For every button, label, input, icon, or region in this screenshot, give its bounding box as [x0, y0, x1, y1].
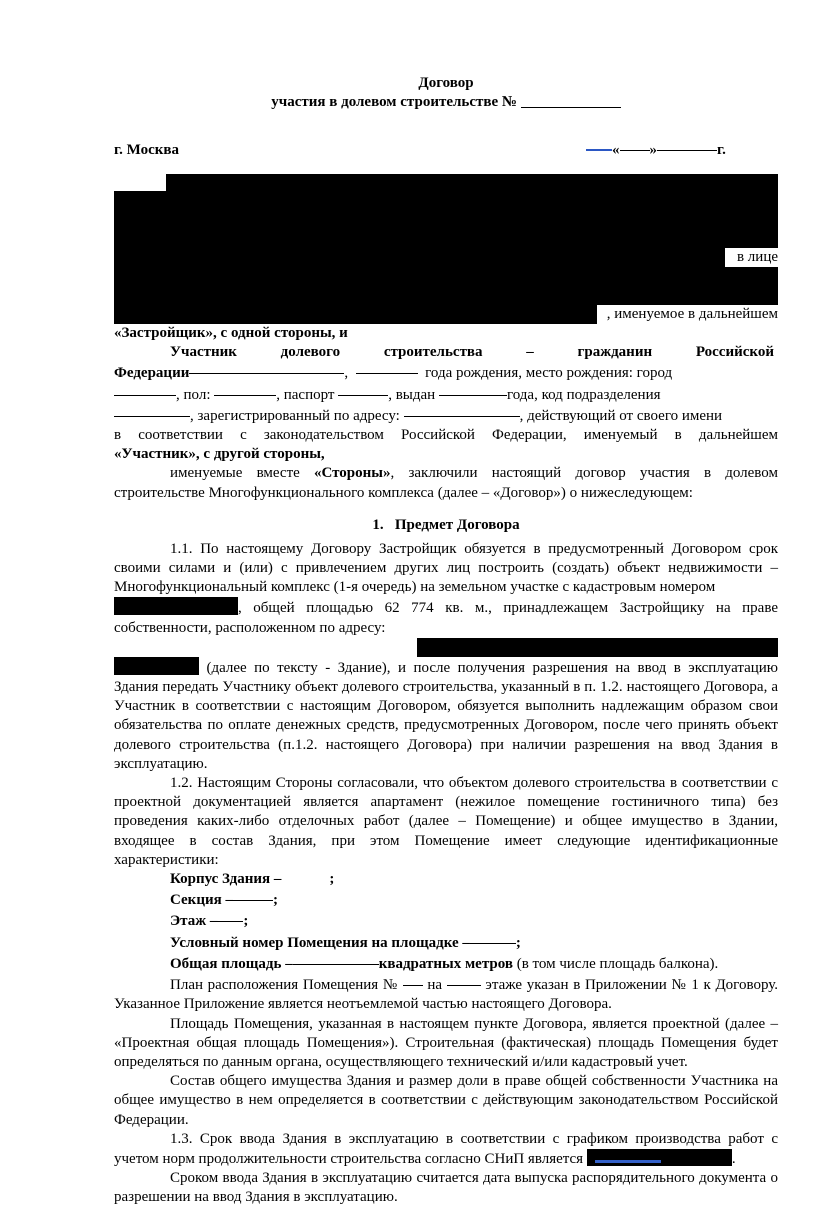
together-text-a: именуемые вместе [170, 465, 314, 482]
redaction-address-continued [114, 657, 199, 675]
redaction-developer-line-8 [114, 305, 597, 324]
section-1-title: Предмет Договора [394, 516, 520, 533]
paragraph-1-2-text: 1.2. Настоящим Стороны согласовали, что объектом долевого строительства в соответствии с проектной документацией является апартамент (нежилое помещение гостиничного типа) без проведения каких-либо отделочных работ (далее – Помещение) и общее имущество в Здании, входящее в состав Здания, при этом Помещение имеет следующие идентификационные характеристики: [114, 775, 778, 868]
document-content [114, 0, 778, 1208]
redaction-cadastral-number [114, 597, 238, 615]
paragraph-1-1-text-c: (далее по тексту - Здание), и после получения разрешения на ввод в эксплуатацию Здания передать Участнику объект долевого строительства, указанный в п. 1.2. настоящего Договора, а Участник в соответствии с настоящим Договором, обязуется выполнить надлежащим образом свои обязательства по оплате денежных средств, предусмотренных Договором, после чего принять объект долевого строительства (п.1.2. настоящего Договора) при наличии разрешения на ввод Здания в эксплуатацию. [114, 659, 779, 772]
characteristic-total-area-blank[interactable] [293, 953, 379, 965]
participant-line2-sep-a: , [344, 365, 349, 382]
paragraph-1-3 [114, 1130, 778, 1169]
characteristic-building-block-tail: ; [329, 871, 335, 888]
title-line-1: Договор [418, 75, 474, 91]
paragraph-common-property-text: Состав общего имущества Здания и размер доли в праве общей собственности Участника на общее имущество в нем определяется в соответствии с действующим законодательством Российской Федерации. [114, 1073, 778, 1128]
participant-line2-text-b: года рождения, место рождения: город [425, 365, 673, 382]
developer-in-person-text: в лице [736, 249, 778, 265]
redaction-developer-line-1 [166, 174, 778, 191]
together-text-b: , заключили настоящий договор участия в долевом строительстве Многофункционального комплекса (далее – «Договор») о нижеследующем: [114, 465, 778, 501]
developer-label-line [114, 324, 778, 343]
date-fields[interactable] [586, 142, 726, 159]
participant-name-blank[interactable] [189, 362, 344, 374]
section-1-number: 1. [372, 516, 384, 533]
section-1-heading [114, 517, 778, 534]
participant-line-3 [114, 384, 778, 405]
participant-line-2 [114, 362, 778, 383]
date-day-blue-rule [586, 149, 612, 151]
characteristic-building-block-label: Корпус Здания – [170, 871, 282, 888]
paragraph-1-1-address-line [114, 638, 778, 657]
paragraph-1-1-part-c [114, 657, 778, 774]
participant-federation-label: Федерации [114, 365, 190, 382]
participant-line3-a: , пол: [176, 386, 211, 403]
redaction-developer-line-6 [114, 267, 778, 286]
parties-together-paragraph [114, 464, 778, 502]
premises-characteristics-list [170, 870, 778, 974]
title-line-2 [114, 93, 778, 112]
paragraph-plan [114, 974, 778, 1014]
contract-number-blank[interactable] [521, 107, 621, 108]
participant-line3-c: , выдан [388, 386, 436, 403]
paragraph-1-1-part-b [114, 597, 778, 637]
participant-intro-line [114, 343, 778, 362]
participant-line3-b: , паспорт [276, 386, 335, 403]
characteristic-conditional-number [170, 932, 778, 953]
paragraph-plan-text-a: План расположения Помещения № [170, 977, 399, 994]
developer-party-block [114, 174, 778, 324]
paragraph-1-3-text-a: 1.3. Срок ввода Здания в эксплуатацию в соответствии с графиком производства работ с учетом норм продолжительности строительства согласно СНиП является [114, 1130, 778, 1167]
redaction-developer-line-3 [114, 210, 778, 229]
characteristic-section-tail: ; [272, 892, 278, 909]
participant-subdivision-code-blank[interactable] [114, 405, 190, 417]
characteristic-floor-label: Этаж – [170, 913, 218, 930]
document-title [114, 74, 778, 112]
date-quote-close: » [649, 142, 657, 158]
date-quote-open: « [612, 142, 620, 158]
paragraph-plan-text-c: этаже указан в Приложении № 1 к Договору. Указанное Приложение является неотъемлемой частью настоящего Договора. [114, 977, 778, 1013]
characteristic-floor-tail: ; [243, 913, 249, 930]
participant-line-5 [114, 426, 778, 445]
participant-line4-a: , зарегистрированный по адресу: [190, 407, 400, 424]
developer-label-text: «Застройщик», с одной стороны, и [114, 325, 348, 341]
redaction-building-address [417, 638, 778, 657]
characteristic-total-area-note: (в том числе площадь балкона). [512, 955, 719, 972]
date-year-suffix: г. [717, 142, 726, 158]
characteristic-section [170, 889, 778, 910]
paragraph-1-1-text-b: , общей площадью 62 774 кв. м., принадлежащем Застройщику на праве собственности, расположенном по адресу: [114, 600, 778, 636]
paragraph-plan-text-b: на [427, 977, 443, 994]
plan-floor-blank[interactable] [447, 974, 481, 986]
participant-passport-blank[interactable] [338, 384, 388, 396]
title-line-2-text: участия в долевом строительстве № [271, 94, 521, 110]
characteristic-total-area-label: Общая площадь – [170, 955, 293, 972]
redaction-developer-line-7 [114, 286, 778, 305]
characteristic-conditional-number-blank[interactable] [470, 932, 516, 944]
paragraph-1-1-part-a [114, 540, 778, 598]
plan-premises-number-blank[interactable] [403, 974, 423, 986]
city-label: г. Москва [114, 142, 179, 158]
paragraph-1-2 [114, 774, 778, 870]
characteristic-total-area [170, 953, 778, 974]
characteristic-floor-blank[interactable] [217, 910, 243, 922]
participant-birthcity-blank[interactable] [114, 384, 176, 396]
redaction-developer-line-4 [114, 229, 778, 248]
characteristic-section-label: Секция – [170, 892, 233, 909]
characteristic-conditional-number-tail: ; [515, 934, 521, 951]
together-parties-bold: «Стороны» [314, 465, 391, 482]
characteristic-conditional-number-label: Условный номер Помещения на площадке – [170, 934, 470, 951]
participant-birthyear-blank[interactable] [356, 362, 418, 374]
paragraph-commissioning-definition-text: Сроком ввода Здания в эксплуатацию считается дата выпуска распорядительного документа о разрешении на ввод Здания в эксплуатацию. [114, 1170, 778, 1206]
participant-line5-text: в соответствии с законодательством Российской Федерации, именуемый в дальнейшем [114, 427, 778, 444]
redaction-commissioning-date [587, 1149, 732, 1166]
characteristic-building-block [170, 870, 778, 889]
paragraph-commissioning-definition [114, 1169, 778, 1207]
paragraph-design-area-text: Площадь Помещения, указанная в настоящем пункте Договора, является проектной (далее – «Проектная общая площадь Помещения»). Строительная (фактическая) площадь Помещения будет определяться по данным органа, осуществляющего технический и/или кадастровый учет. [114, 1015, 778, 1070]
paragraph-common-property [114, 1072, 778, 1130]
participant-label-text: «Участник», с другой стороны, [114, 446, 325, 463]
date-month-blank[interactable] [657, 150, 717, 151]
participant-intro-text: Участник долевого строительства – гражданин Российской [170, 344, 774, 361]
participant-line4-b: , действующий от своего имени [519, 407, 723, 424]
paragraph-1-1-text-a: 1.1. По настоящему Договору Застройщик обязуется в предусмотренный Договором срок своими силами и (или) с привлечением других лиц построить (создать) объект недвижимости – Многофункциональный комплекс (1-я очередь) на земельном участке с кадастровым номером [114, 540, 778, 596]
redaction-developer-line-5 [114, 248, 725, 267]
participant-line-4 [114, 405, 778, 426]
participant-gender-blank[interactable] [214, 384, 276, 396]
paragraph-design-area [114, 1015, 778, 1073]
characteristic-floor [170, 910, 778, 931]
characteristic-section-blank[interactable] [233, 889, 273, 901]
redaction-developer-line-2 [114, 191, 778, 210]
participant-address-blank[interactable] [404, 405, 520, 417]
characteristic-total-area-units: квадратных метров [378, 955, 513, 972]
participant-label-line [114, 445, 778, 464]
city-date-row [114, 142, 778, 162]
paragraph-1-3-text-b: . [731, 1150, 736, 1167]
date-day-blank[interactable] [620, 150, 650, 151]
participant-line3-d: года, код подразделения [506, 386, 661, 403]
developer-named-suffix: , именуемое в дальнейшем [606, 306, 778, 322]
participant-issued-blank[interactable] [439, 384, 507, 396]
